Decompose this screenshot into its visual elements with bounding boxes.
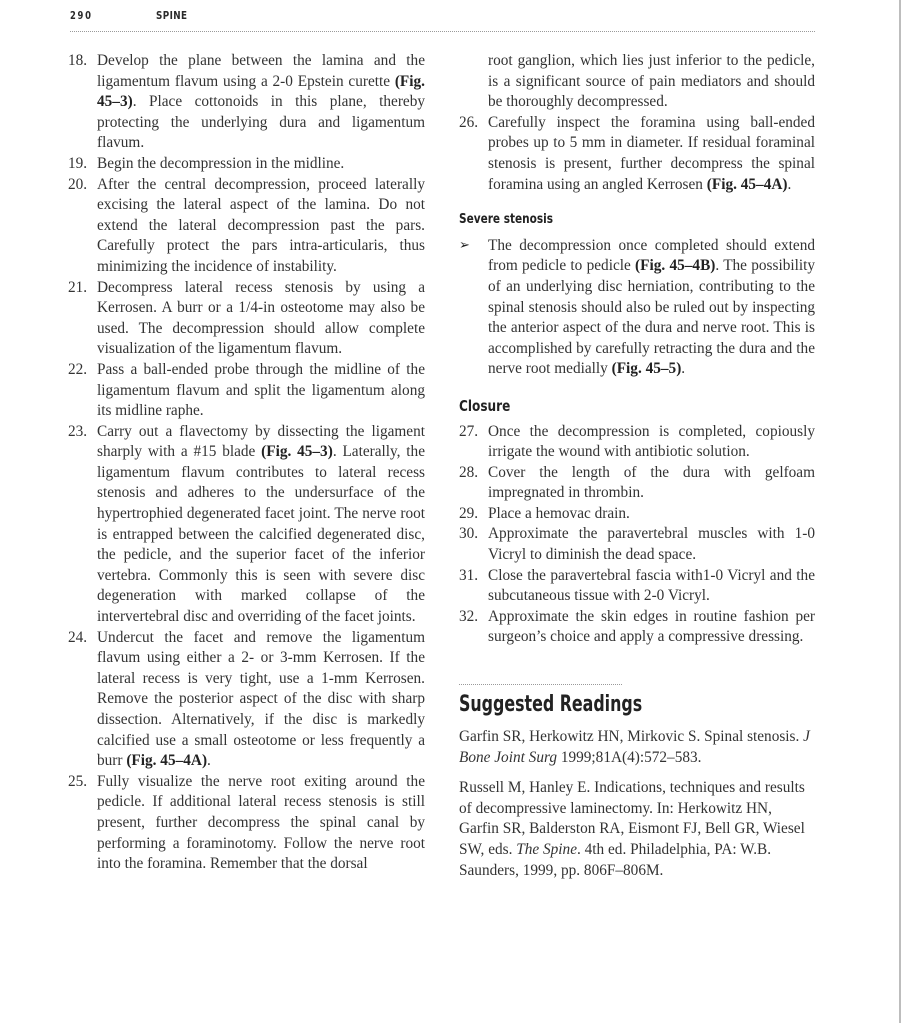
- procedure-steps-continued: [459, 51, 815, 195]
- step-number: 27.: [459, 422, 479, 440]
- text-run: Develop the plane between the lamina and the ligamentum flavum using a 2-0 Epstein curette: [97, 52, 425, 90]
- text-run: Pass a ball-ended probe through the midline of the ligamentum flavum and split the ligamentum along its midline raphe.: [97, 360, 425, 420]
- text-run: Carefully inspect the foramina using ball-ended probes up to 5 mm in diameter. If residual foraminal stenosis is present, further decompress the spinal foramina using an angled Kerrosen: [488, 113, 815, 193]
- right-column: [459, 51, 815, 881]
- text-run: .: [787, 175, 792, 193]
- step-number: 31.: [459, 566, 479, 584]
- reading-citation: [459, 727, 815, 768]
- text-run: Once the decompression is completed, copiously irrigate the wound with antibiotic solution.: [488, 422, 815, 461]
- step-25-continuation: root ganglion, which lies just inferior to the pedicle, is a significant source of pain mediators and should be thoroughly decompressed.: [488, 52, 815, 111]
- step-item: [68, 154, 425, 175]
- step-item: [68, 628, 425, 772]
- text-run: Decompress lateral recess stenosis by using a Kerrosen. A burr or a 1/4-in osteotome may also be used. The decompression should allow complete visualization of the ligamentum flavum.: [97, 278, 425, 358]
- reading-citation: [459, 778, 815, 881]
- step-item: [459, 422, 815, 463]
- text-run: . The possibility of an underlying disc herniation, contributing to the spinal stenosis should also be ruled out by inspecting the anterior aspect of the dura and nerve root. This is accomplished by carefully retracting the dura and the nerve root medially: [488, 257, 815, 378]
- text-run: .: [681, 360, 686, 378]
- figure-reference: (Fig. 45–4B): [635, 257, 716, 275]
- readings-list: [459, 727, 815, 881]
- step-item: [68, 772, 425, 875]
- text-run: . Laterally, the ligamentum flavum contributes to lateral recess stenosis and adheres to the undersurface of the hypertrophied degenerated facet joint. The nerve root is entrapped between the calcified degenerated disc, the pedicle, and the superior facet of the inferior vertebra. Commonly this is seen with severe disc degeneration with marked collapse of the intervertebral disc and overriding of the facet joints.: [97, 443, 425, 626]
- step-item: [459, 504, 815, 525]
- text-run: Close the paravertebral fascia with1-0 Vicryl and the subcutaneous tissue with 2-0 Vicryl.: [488, 566, 815, 605]
- text-run: Begin the decompression in the midline.: [97, 154, 345, 172]
- step-number: 21.: [68, 278, 88, 296]
- text-run: Approximate the paravertebral muscles with 1-0 Vicryl to diminish the dead space.: [488, 525, 815, 564]
- figure-reference: (Fig. 45–4A): [706, 175, 788, 193]
- step-item: [459, 524, 815, 565]
- text-run: After the central decompression, proceed laterally excising the lateral aspect of the lamina. Do not extend the lateral decompression past the pars. Carefully protect the pars intra-articularis, thus minimizing the incidence of instability.: [97, 175, 425, 275]
- text-run: Undercut the facet and remove the ligamentum flavum using either a 2- or 3-mm Kerrosen. If the lateral recess is very tight, use a 1-mm Kerrosen. Remove the posterior aspect of the disc with sharp dissection. Alternatively, if the disc is markedly calcified use a small osteotome or less frequently a burr: [97, 628, 425, 770]
- text-run: Fully visualize the nerve root exiting around the pedicle. If additional lateral recess stenosis is still present, further decompress the spinal canal by performing a foraminotomy. Follow the nerve root into the foramina. Remember that the dorsal: [97, 772, 425, 873]
- step-item: [459, 113, 815, 195]
- text-run: 1999;81A(4):572–583.: [557, 748, 702, 766]
- step-number: 24.: [68, 628, 88, 646]
- running-header: [70, 9, 815, 32]
- step-item: [68, 422, 425, 628]
- step-number: 26.: [459, 113, 479, 131]
- step-item: [459, 607, 815, 648]
- step-number: 25.: [68, 772, 88, 790]
- figure-reference: (Fig. 45–4A): [126, 752, 208, 770]
- step-number: 22.: [68, 360, 88, 378]
- step-number: 18.: [68, 52, 88, 69]
- arrow-bullet-icon: ➢: [459, 237, 470, 253]
- step-number: 28.: [459, 463, 479, 481]
- step-item: [68, 175, 425, 278]
- page-number: 290: [70, 9, 93, 22]
- step-number: 19.: [68, 154, 88, 172]
- severe-stenosis-heading: Severe stenosis: [459, 211, 554, 228]
- page-edge-divider: [899, 0, 901, 1023]
- text-run: Place a hemovac drain.: [488, 504, 630, 522]
- procedure-steps-list: [68, 51, 425, 875]
- bullet-text: [488, 237, 815, 378]
- figure-reference: (Fig. 45–5): [611, 360, 682, 378]
- step-number: 23.: [68, 422, 88, 440]
- step-item: [68, 278, 425, 360]
- severe-stenosis-bullet: [459, 236, 815, 380]
- text-run: Carry out a flavectomy by dissecting the ligament sharply with a #15 blade: [97, 422, 425, 461]
- step-number: 32.: [459, 607, 479, 625]
- step-number: 29.: [459, 504, 479, 522]
- step-item: [459, 463, 815, 504]
- step-item: [68, 360, 425, 422]
- figure-reference: (Fig. 45–3): [97, 72, 425, 111]
- text-run: The decompression once completed should extend from pedicle to pedicle: [488, 236, 815, 275]
- text-run: . Place cottonoids in this plane, thereby protecting the underlying dura and ligamentum flavum.: [97, 93, 425, 152]
- text-run: .: [207, 752, 211, 770]
- closure-heading: Closure: [459, 396, 511, 415]
- step-number: 30.: [459, 525, 479, 543]
- step-item: [459, 566, 815, 607]
- text-run: Garfin SR, Herkowitz HN, Mirkovic S. Spinal stenosis.: [459, 728, 804, 746]
- readings-divider: [459, 684, 622, 685]
- text-run: Cover the length of the dura with gelfoam impregnated in thrombin.: [488, 463, 815, 502]
- text-run: Russell M, Hanley E. Indications, techniques and results of decompressive laminectomy. In: Herkowitz HN, Garfin SR, Balderston RA, Eismont FJ, Bell GR, Wiesel SW, eds.: [459, 779, 805, 858]
- closure-steps-list: [459, 422, 815, 649]
- italic-title: The Spine: [516, 841, 577, 858]
- step-number: 20.: [68, 175, 88, 193]
- running-head-title: SPINE: [156, 9, 188, 22]
- step-item: [68, 51, 425, 154]
- suggested-readings-heading: Suggested Readings: [459, 692, 643, 718]
- italic-title: J Bone Joint Surg: [459, 728, 810, 766]
- figure-reference: (Fig. 45–3): [261, 443, 333, 461]
- left-column: [68, 51, 425, 875]
- text-run: Approximate the skin edges in routine fashion per surgeon’s choice and apply a compressive dressing.: [488, 607, 815, 646]
- text-run: . 4th ed. Philadelphia, PA: W.B. Saunders, 1999, pp. 806F–806M.: [459, 841, 772, 879]
